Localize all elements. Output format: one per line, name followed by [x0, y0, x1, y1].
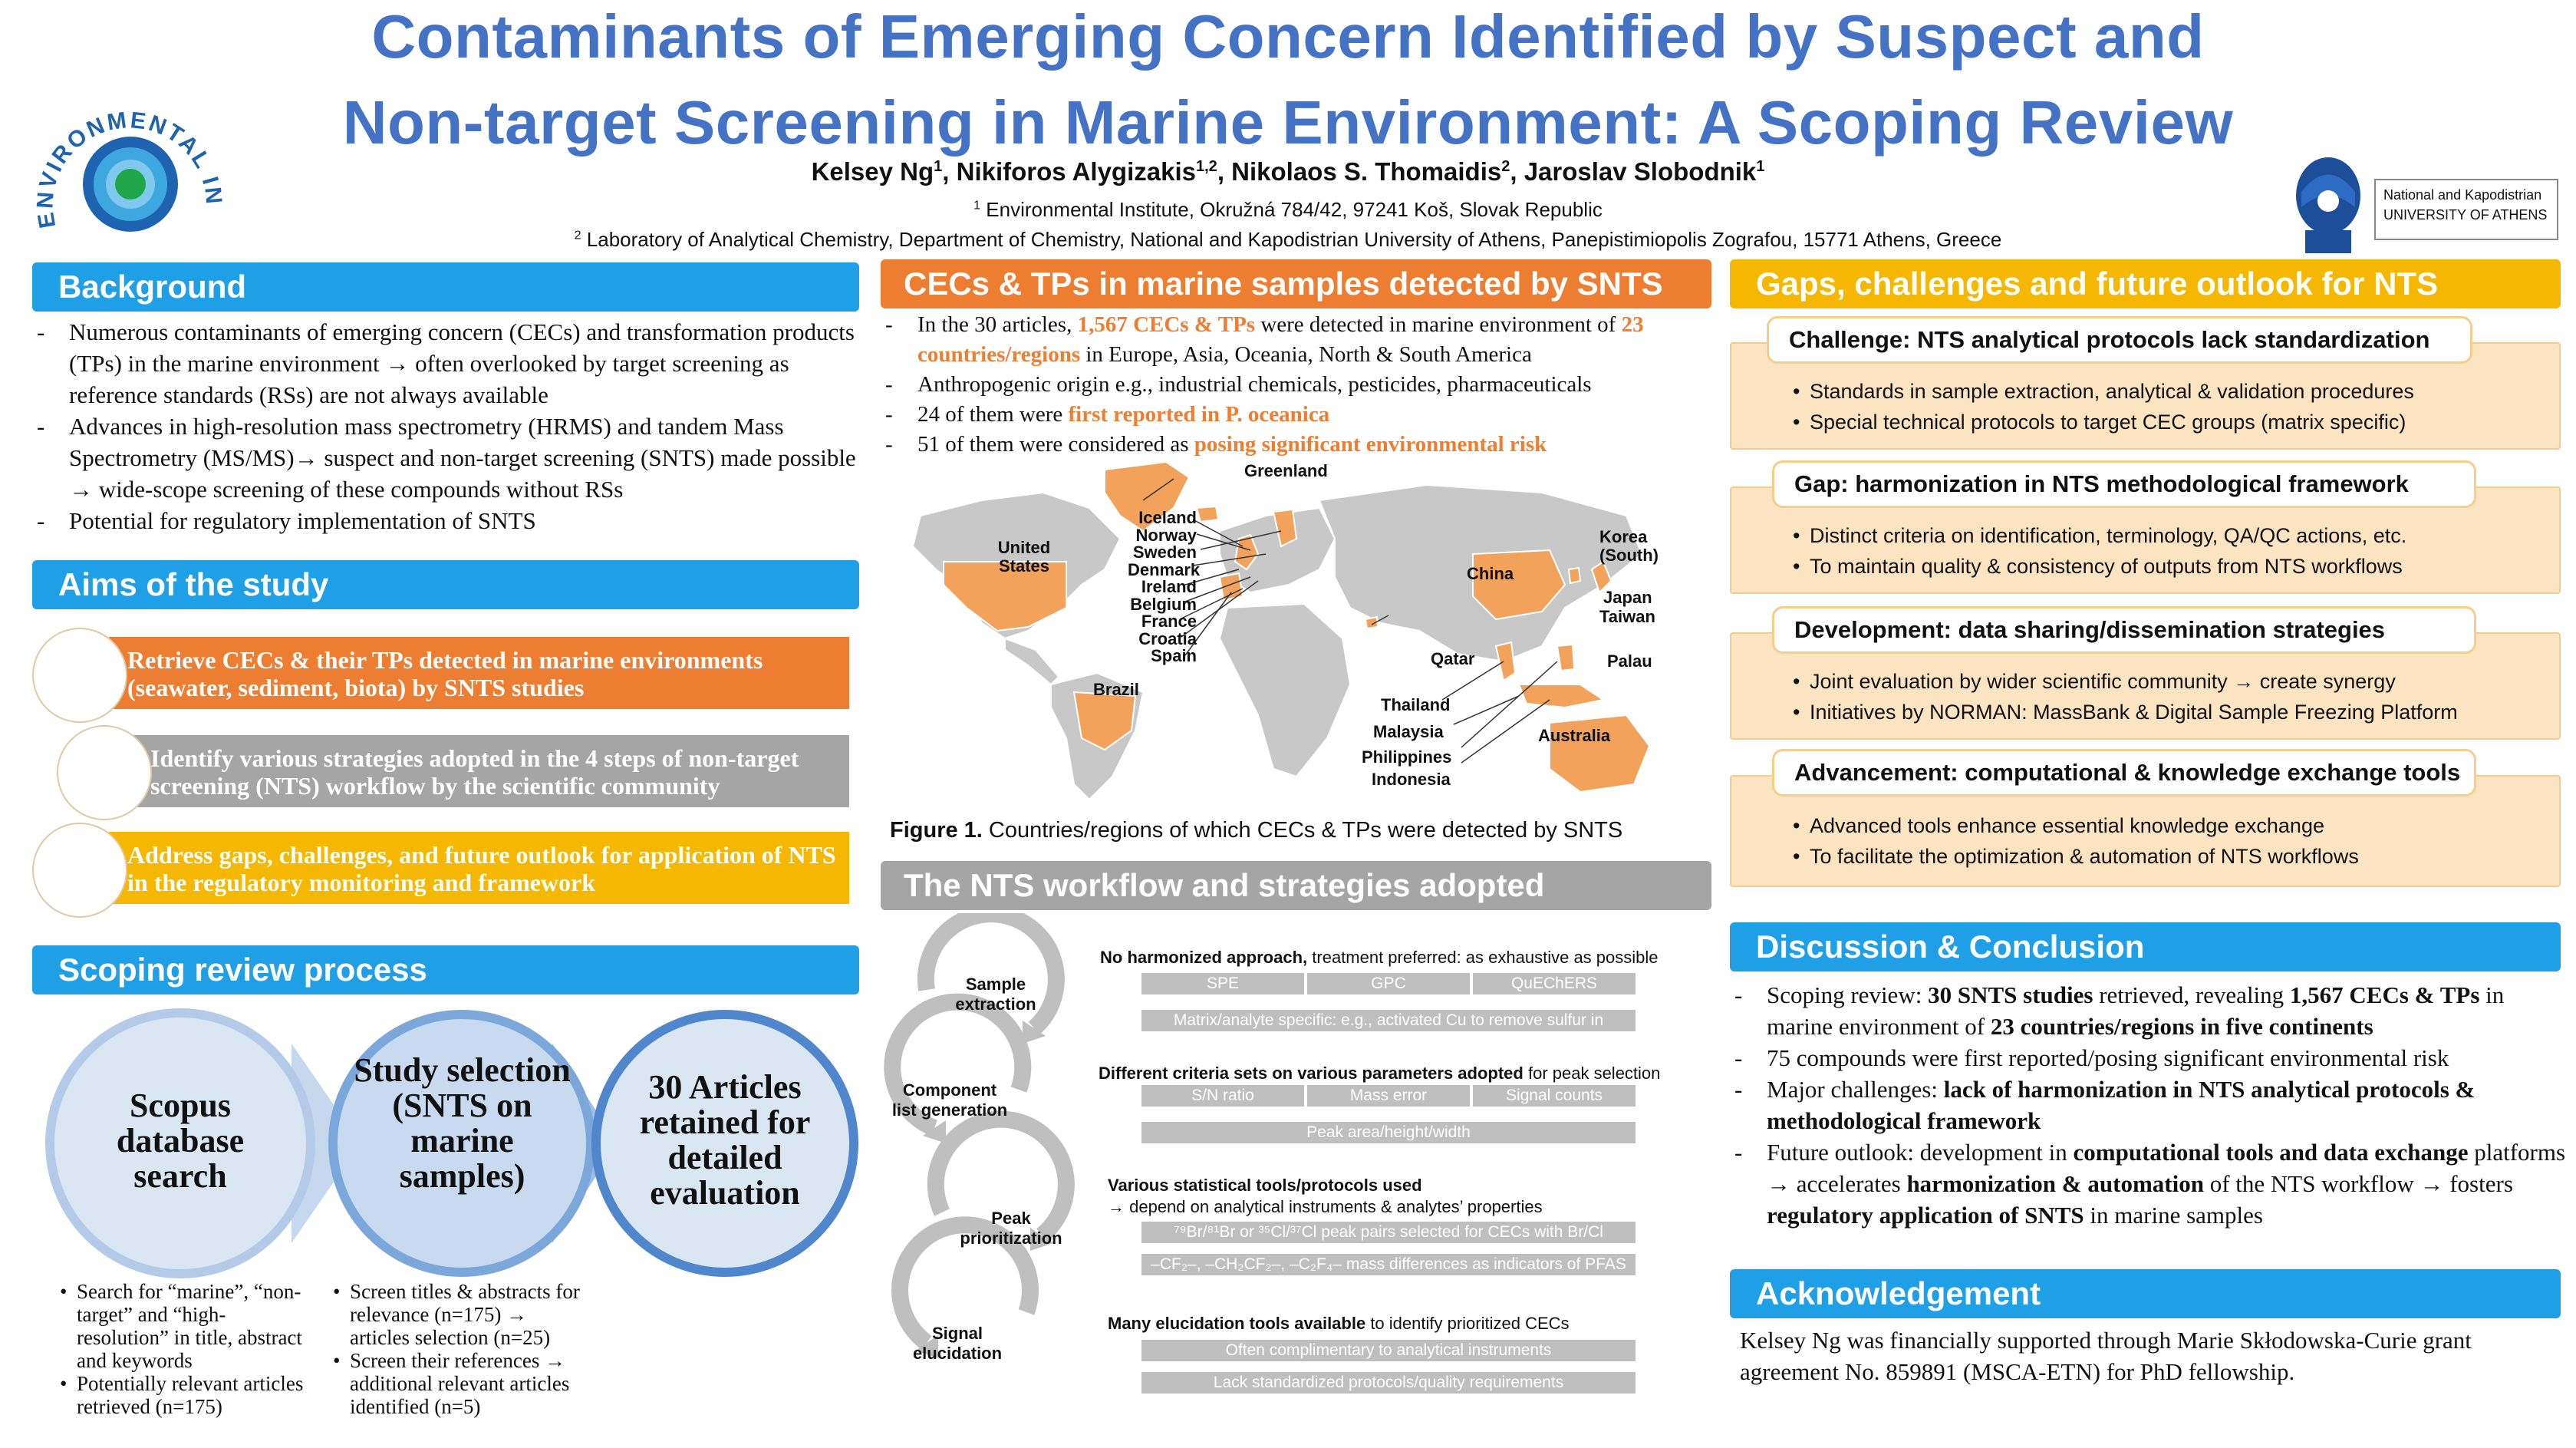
scoping-col1 — [60, 1280, 313, 1418]
gap-box-3: • Joint evaluation by wider scientific community → create synergy • Initiatives by NORMAN: MassBank & Digital Sample Freezing Platform — [1730, 632, 2561, 740]
scoping-col2 — [333, 1280, 586, 1418]
s3-bar-pfas: –CF₂–, –CH₂CF₂–, –C₂F₄– mass differences as indicators of PFAS — [1141, 1254, 1636, 1275]
scoping-col2-item: • Screen their references → additional relevant articles identified (n=5) — [333, 1349, 586, 1418]
gap-label-3: Development: data sharing/dissemination strategies — [1772, 606, 2476, 654]
aim-item-3: Address gaps, challenges, and future outlook for application of NTS in the regulatory monitoring and framework — [109, 832, 849, 904]
background-item: - Numerous contaminants of emerging concern (CECs) and transformation products (TPs) in the marine environment → often overlooked by target screening as reference standards (RSs) are not always available — [32, 316, 861, 411]
map-label-china: China — [1467, 564, 1514, 583]
workflow-step-prioritization: Peak prioritization — [960, 1209, 1062, 1248]
gap-box-2: • Distinct criteria on identification, terminology, QA/QC actions, etc. • To maintain quality & consistency of outputs from NTS workflows — [1730, 487, 2561, 594]
figure-caption: Figure 1. Countries/regions of which CECs & TPs were detected by SNTS — [890, 818, 1623, 843]
s2-bar-mass-error: Mass error — [1307, 1085, 1470, 1107]
world-map — [890, 454, 1688, 807]
gap-box-1: • Standards in sample extraction, analytical & validation procedures • Special technical protocols to target CEC groups (matrix specific) — [1730, 342, 2561, 450]
scoping-col2-item: • Screen titles & abstracts for relevance (n=175) → articles selection (n=25) — [333, 1280, 586, 1349]
s4-bar-lack-protocols: Lack standardized protocols/quality requirements — [1141, 1372, 1636, 1394]
map-label-korea: Korea (South) — [1599, 527, 1659, 565]
gaps-header: Gaps, challenges and future outlook for NTS — [1730, 259, 2561, 308]
workflow-step-component: Component list generation — [891, 1080, 1008, 1120]
s1-bar-matrix: Matrix/analyte specific: e.g., activated Cu to remove sulfur in sediment — [1141, 1010, 1636, 1031]
step-articles-retained: 30 Articles retained for detailed evaluation — [639, 1068, 811, 1212]
aim-item-1: Retrieve CECs & their TPs detected in marine environments (seawater, sediment, biota) by SNTS studies — [109, 637, 849, 709]
s3-bar-isotope: ⁷⁹Br/⁸¹Br or ³⁵Cl/³⁷Cl peak pairs selected for CECs with Br/Cl — [1141, 1222, 1636, 1243]
background-header: Background — [32, 262, 859, 312]
gap-label-1: Challenge: NTS analytical protocols lack standardization — [1767, 316, 2472, 364]
ack-header: Acknowledgement — [1730, 1269, 2561, 1318]
affiliation-2: $^2$ Laboratory of Analytical Chemistry, Department of Chemistry, National and Kapodistrian University of Athens, Panepistimiopolis Zografou, 15771 Athens, Greece — [574, 228, 2002, 251]
cecs-item: - 24 of them were first reported in P. oceanica — [881, 400, 1724, 430]
background-list — [32, 316, 861, 536]
aim-circle-1 — [32, 628, 127, 723]
cecs-item: - 51 of them were considered as posing significant environmental risk — [881, 430, 1724, 460]
background-item: - Potential for regulatory implementation of SNTS — [32, 505, 861, 536]
map-label-brazil: Brazil — [1093, 680, 1139, 699]
authors: Kelsey Ng$^1$, Nikiforos Alygizakis$^{1,2}$, Nikolaos S. Thomaidis$^2$, Jaroslav Slobodnik$^1$ — [811, 157, 1765, 186]
workflow-s1-text: No harmonized approach, treatment preferred: as exhaustive as possible — [1100, 948, 1659, 967]
map-label-australia: Australia — [1538, 726, 1611, 745]
workflow-step-elucidation: Signal elucidation — [912, 1324, 1003, 1363]
discussion-item: - Major challenges: lack of harmonization in NTS analytical protocols & methodological framework — [1730, 1074, 2566, 1136]
poster-title-line1: Contaminants of Emerging Concern Identified by Suspect and — [371, 2, 2205, 71]
s2-bar-sn: S/N ratio — [1141, 1085, 1304, 1107]
gap-box-4: • Advanced tools enhance essential knowledge exchange • To facilitate the optimization & automation of NTS workflows — [1730, 775, 2561, 887]
map-label-japan: Japan — [1603, 588, 1652, 607]
s1-bar-gpc: GPC — [1307, 973, 1470, 994]
gap-label-4: Advancement: computational & knowledge exchange tools — [1772, 749, 2476, 797]
environmental-institute-logo — [14, 84, 236, 261]
s2-bar-signal-counts: Signal counts — [1473, 1085, 1636, 1107]
discussion-item: - Scoping review: 30 SNTS studies retrieved, revealing 1,567 CECs & TPs in marine environment of 23 countries/regions in five continents — [1730, 979, 2566, 1042]
step-scopus-search: Scopus database search — [116, 1087, 245, 1195]
step-study-selection: Study selection (SNTS on marine samples) — [354, 1051, 571, 1195]
affiliation-1: $^1$ Environmental Institute, Okružná 784/42, 97241 Koš, Slovak Republic — [973, 198, 1603, 221]
map-label-us: United States — [997, 538, 1051, 576]
s1-bar-spe: SPE — [1141, 973, 1304, 994]
discussion-list — [1730, 979, 2566, 1231]
map-label-malaysia: Malaysia — [1373, 722, 1444, 741]
workflow-panel — [881, 913, 1724, 1443]
discussion-header: Discussion & Conclusion — [1730, 922, 2561, 971]
background-item: - Advances in high-resolution mass spectrometry (HRMS) and tandem Mass Spectrometry (MS/MS)→ suspect and non-target screening (SNTS) made possible → wide-scope screening of these compounds without RSs — [32, 411, 861, 505]
map-label-philippines: Philippines — [1362, 747, 1452, 767]
scoping-col1-item: • Potentially relevant articles retrieved (n=175) — [60, 1372, 313, 1418]
aim-circle-2 — [57, 725, 152, 820]
scoping-col1-item: • Search for “marine”, “non-target” and “high-resolution” in title, abstract and keywords — [60, 1280, 313, 1372]
map-label-greenland: Greenland — [1244, 461, 1328, 480]
aim-circle-3 — [32, 823, 127, 918]
map-label-palau: Palau — [1607, 651, 1652, 671]
nkua-logo-text: National and Kapodistrian UNIVERSITY OF ATHENS — [2374, 179, 2558, 240]
nkua-emblem-icon — [2282, 153, 2374, 257]
workflow-header: The NTS workflow and strategies adopted — [881, 861, 1711, 910]
map-label-indonesia: Indonesia — [1372, 770, 1451, 789]
gap-label-2: Gap: harmonization in NTS methodological framework — [1772, 460, 2476, 508]
poster-title-line2: Non-target Screening in Marine Environment: A Scoping Review — [342, 88, 2234, 157]
workflow-s2-text: Different criteria sets on various parameters adopted for peak selection — [1099, 1064, 1661, 1083]
aims-header: Aims of the study — [32, 560, 859, 609]
cecs-header: CECs & TPs in marine samples detected by SNTS — [881, 259, 1711, 308]
workflow-step-extraction: Sample extraction — [955, 975, 1036, 1014]
workflow-s3-text: → depend on analytical instruments & analytes’ properties — [1108, 1197, 1543, 1216]
s2-bar-peak: Peak area/height/width — [1141, 1122, 1636, 1143]
scoping-header: Scoping review process — [32, 945, 859, 994]
map-label-qatar: Qatar — [1431, 649, 1475, 668]
cecs-item: - Anthropogenic origin e.g., industrial chemicals, pesticides, pharmaceuticals — [881, 370, 1724, 400]
scoping-flow — [0, 1005, 867, 1281]
aim-item-2: Identify various strategies adopted in the 4 steps of non-target screening (NTS) workflow by the scientific community — [132, 735, 849, 807]
map-label-thailand: Thailand — [1381, 695, 1451, 714]
cecs-list — [881, 310, 1724, 460]
workflow-s4-text: Many elucidation tools available to identify prioritized CECs — [1108, 1314, 1570, 1333]
workflow-s3-title: Various statistical tools/protocols used — [1108, 1176, 1422, 1195]
cecs-item: - In the 30 articles, 1,567 CECs & TPs were detected in marine environment of 23 countries/regions in Europe, Asia, Oceania, North & South America — [881, 310, 1724, 370]
svg-text:ENVIRONMENTAL INSTITUTE: ENVIRONMENTAL IN — [32, 107, 227, 230]
ack-text: Kelsey Ng was financially supported through Marie Skłodowska-Curie grant agreement No. 859891 (MSCA-ETN) for PhD fellowship. — [1740, 1327, 2472, 1385]
map-label-taiwan: Taiwan — [1599, 607, 1655, 626]
aims-panel — [32, 614, 861, 913]
discussion-item: - Future outlook: development in computational tools and data exchange platforms → accelerates harmonization & automation of the NTS workflow → fosters regulatory application of SNTS in marine samples — [1730, 1136, 2566, 1231]
discussion-item: - 75 compounds were first reported/posing significant environmental risk — [1730, 1042, 2566, 1074]
map-label-europe: Iceland Norway Sweden Denmark Ireland Belgium France Croatia Spain — [1128, 508, 1201, 665]
s4-bar-complimentary: Often complimentary to analytical instruments — [1141, 1340, 1636, 1361]
s1-bar-quechers: QuEChERS — [1473, 973, 1636, 994]
